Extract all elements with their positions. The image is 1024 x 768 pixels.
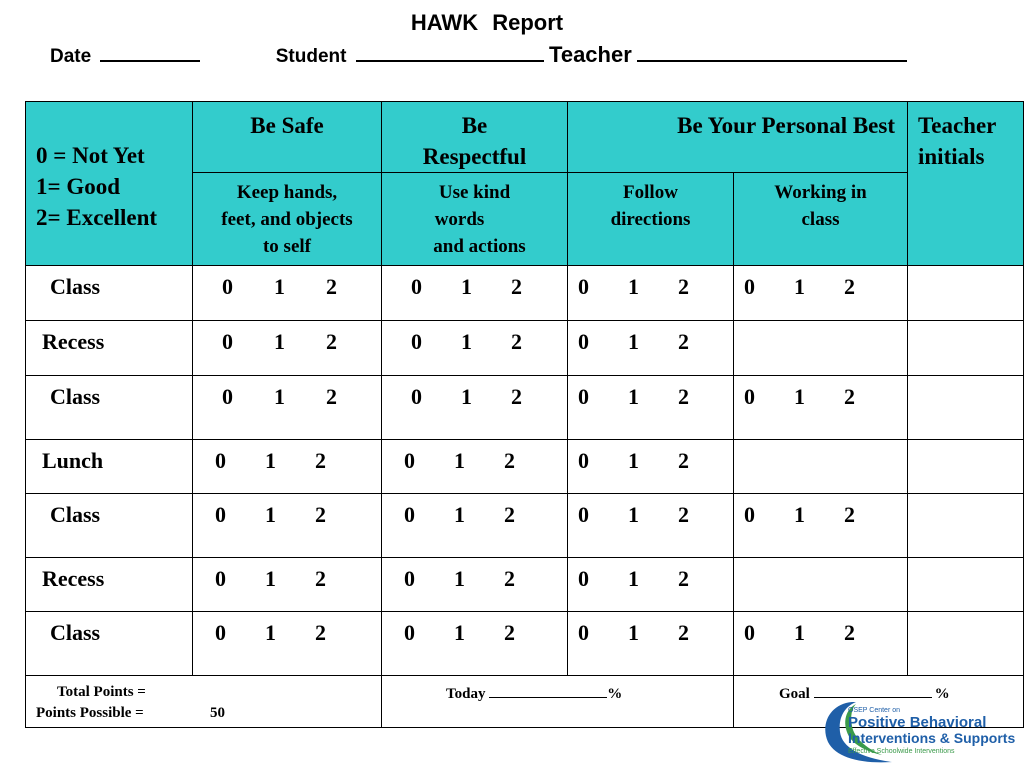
score-0[interactable]: 0 bbox=[744, 502, 755, 527]
score-options[interactable] bbox=[382, 558, 568, 612]
table-row bbox=[26, 376, 1024, 440]
category-teacher-initials bbox=[908, 102, 1024, 266]
score-2[interactable]: 2 bbox=[326, 329, 337, 354]
goal-field[interactable] bbox=[814, 684, 932, 698]
score-2[interactable]: 2 bbox=[844, 384, 855, 409]
score-options[interactable] bbox=[382, 440, 568, 494]
score-options[interactable] bbox=[568, 558, 734, 612]
score-2[interactable]: 2 bbox=[844, 274, 855, 299]
period-label: Class bbox=[26, 266, 193, 321]
table-row bbox=[26, 440, 1024, 494]
score-1[interactable]: 1 bbox=[628, 329, 639, 354]
period-label: Recess bbox=[26, 321, 193, 376]
title-word-report: Report bbox=[492, 10, 564, 35]
period-label: Class bbox=[26, 494, 193, 558]
teacher-initials-cell[interactable] bbox=[908, 266, 1024, 321]
total-points-label: Total Points = bbox=[57, 684, 146, 700]
score-1[interactable]: 1 bbox=[628, 566, 639, 591]
student-field[interactable] bbox=[356, 42, 544, 62]
teacher-initials-cell[interactable] bbox=[908, 494, 1024, 558]
category-be-safe bbox=[193, 102, 382, 173]
pbis-logo-line2: Positive Behavioral bbox=[848, 714, 987, 731]
sub-keep-hands-line3: to self bbox=[262, 236, 311, 257]
score-1[interactable]: 1 bbox=[794, 274, 805, 299]
score-options[interactable] bbox=[568, 612, 734, 676]
score-2[interactable]: 2 bbox=[511, 274, 522, 299]
title-word-hawk: HAWK bbox=[410, 10, 479, 35]
score-1[interactable]: 1 bbox=[628, 384, 639, 409]
sub-kind-words-line1: Use kind bbox=[438, 182, 511, 203]
score-options[interactable] bbox=[382, 266, 568, 321]
score-options[interactable] bbox=[193, 376, 382, 440]
goal-label: Goal bbox=[779, 686, 810, 702]
legend-not-yet: 0 = Not Yet bbox=[36, 143, 145, 168]
score-2[interactable]: 2 bbox=[326, 384, 337, 409]
score-0[interactable]: 0 bbox=[578, 384, 589, 409]
teacher-initials-cell[interactable] bbox=[908, 612, 1024, 676]
score-1[interactable]: 1 bbox=[274, 384, 285, 409]
score-0[interactable]: 0 bbox=[578, 448, 589, 473]
teacher-initials-cell[interactable] bbox=[908, 440, 1024, 494]
score-2[interactable]: 2 bbox=[678, 620, 689, 645]
score-options[interactable] bbox=[568, 321, 734, 376]
score-0[interactable]: 0 bbox=[215, 566, 226, 591]
score-0[interactable]: 0 bbox=[404, 566, 415, 591]
report-title bbox=[0, 10, 974, 36]
score-1[interactable]: 1 bbox=[461, 384, 472, 409]
goal-percent: % bbox=[934, 686, 950, 702]
score-1[interactable]: 1 bbox=[265, 566, 276, 591]
pbis-logo-line1: OSEP Center on bbox=[848, 707, 901, 714]
header-fields bbox=[50, 42, 907, 68]
totals-cell bbox=[26, 676, 382, 728]
score-2[interactable]: 2 bbox=[315, 502, 326, 527]
score-0[interactable]: 0 bbox=[744, 620, 755, 645]
score-1[interactable]: 1 bbox=[454, 620, 465, 645]
student-label: Student bbox=[275, 46, 347, 67]
score-options[interactable] bbox=[382, 321, 568, 376]
today-cell bbox=[382, 676, 734, 728]
teacher-field[interactable] bbox=[637, 42, 907, 62]
score-1[interactable]: 1 bbox=[265, 502, 276, 527]
score-1[interactable]: 1 bbox=[265, 448, 276, 473]
score-2[interactable]: 2 bbox=[678, 384, 689, 409]
empty-cell bbox=[734, 321, 908, 376]
pbis-logo bbox=[822, 700, 1022, 764]
score-2[interactable]: 2 bbox=[504, 566, 515, 591]
empty-cell bbox=[734, 558, 908, 612]
score-2[interactable]: 2 bbox=[326, 274, 337, 299]
score-0[interactable]: 0 bbox=[411, 329, 422, 354]
score-options[interactable] bbox=[568, 266, 734, 321]
score-0[interactable]: 0 bbox=[215, 620, 226, 645]
pbis-logo-line3: Interventions & Supports bbox=[848, 730, 1016, 746]
category-be-respectful bbox=[382, 102, 568, 173]
score-0[interactable]: 0 bbox=[215, 448, 226, 473]
score-2[interactable]: 2 bbox=[511, 384, 522, 409]
sub-follow-directions bbox=[568, 173, 734, 266]
score-1[interactable]: 1 bbox=[454, 566, 465, 591]
points-possible-value: 50 bbox=[210, 705, 225, 721]
period-label: Class bbox=[26, 612, 193, 676]
sub-keep-hands-line1: Keep hands, bbox=[236, 182, 338, 203]
table-row bbox=[26, 612, 1024, 676]
empty-cell bbox=[734, 440, 908, 494]
score-1[interactable]: 1 bbox=[794, 502, 805, 527]
category-personal-best-label: Be Your Personal Best bbox=[677, 113, 895, 138]
score-2[interactable]: 2 bbox=[678, 566, 689, 591]
sub-working-in-class bbox=[734, 173, 908, 266]
score-2[interactable]: 2 bbox=[315, 448, 326, 473]
teacher-initials-line1: Teacher bbox=[918, 113, 997, 138]
score-0[interactable]: 0 bbox=[578, 620, 589, 645]
legend-good: 1= Good bbox=[36, 174, 121, 199]
table-row bbox=[26, 558, 1024, 612]
behavior-grid bbox=[25, 101, 1024, 728]
score-0[interactable]: 0 bbox=[222, 384, 233, 409]
score-options[interactable] bbox=[734, 494, 908, 558]
score-2[interactable]: 2 bbox=[315, 620, 326, 645]
score-0[interactable]: 0 bbox=[411, 274, 422, 299]
pbis-logo-line4: Effective Schoolwide Interventions bbox=[848, 748, 955, 755]
sub-kind-words-line3: and actions bbox=[433, 236, 526, 257]
sub-working-in-class-line2: class bbox=[801, 209, 840, 230]
score-2[interactable]: 2 bbox=[511, 329, 522, 354]
score-1[interactable]: 1 bbox=[454, 448, 465, 473]
teacher-label: Teacher bbox=[549, 42, 632, 67]
score-2[interactable]: 2 bbox=[504, 502, 515, 527]
score-0[interactable]: 0 bbox=[404, 620, 415, 645]
score-0[interactable]: 0 bbox=[404, 502, 415, 527]
score-0[interactable]: 0 bbox=[222, 329, 233, 354]
score-1[interactable]: 1 bbox=[628, 620, 639, 645]
score-1[interactable]: 1 bbox=[454, 502, 465, 527]
score-1[interactable]: 1 bbox=[628, 448, 639, 473]
score-options[interactable] bbox=[193, 321, 382, 376]
score-options[interactable] bbox=[193, 440, 382, 494]
today-label: Today bbox=[446, 686, 486, 702]
today-percent: % bbox=[607, 686, 623, 702]
teacher-initials-cell[interactable] bbox=[908, 321, 1024, 376]
legend-excellent: 2= Excellent bbox=[36, 205, 158, 230]
period-label: Recess bbox=[26, 558, 193, 612]
score-1[interactable]: 1 bbox=[628, 502, 639, 527]
sub-working-in-class-line1: Working in bbox=[774, 182, 867, 203]
sub-kind-words bbox=[382, 173, 568, 266]
category-be-respectful-line2: Respectful bbox=[422, 144, 527, 169]
date-label: Date bbox=[50, 46, 92, 67]
date-field[interactable] bbox=[100, 42, 200, 62]
score-0[interactable]: 0 bbox=[215, 502, 226, 527]
score-options[interactable] bbox=[568, 494, 734, 558]
score-options[interactable] bbox=[382, 376, 568, 440]
score-options[interactable] bbox=[193, 494, 382, 558]
score-2[interactable]: 2 bbox=[678, 274, 689, 299]
score-2[interactable]: 2 bbox=[504, 448, 515, 473]
score-0[interactable]: 0 bbox=[411, 384, 422, 409]
table-row bbox=[26, 321, 1024, 376]
score-1[interactable]: 1 bbox=[461, 329, 472, 354]
score-options[interactable] bbox=[734, 612, 908, 676]
score-options[interactable] bbox=[568, 376, 734, 440]
sub-keep-hands-line2: feet, and objects bbox=[221, 209, 353, 230]
score-options[interactable] bbox=[734, 376, 908, 440]
score-options[interactable] bbox=[568, 440, 734, 494]
score-options[interactable] bbox=[382, 612, 568, 676]
category-personal-best bbox=[568, 102, 908, 173]
score-2[interactable]: 2 bbox=[315, 566, 326, 591]
score-options[interactable] bbox=[193, 612, 382, 676]
score-options[interactable] bbox=[382, 494, 568, 558]
score-0[interactable]: 0 bbox=[578, 329, 589, 354]
score-1[interactable]: 1 bbox=[274, 274, 285, 299]
teacher-initials-cell[interactable] bbox=[908, 376, 1024, 440]
teacher-initials-line2: initials bbox=[918, 144, 985, 169]
category-be-safe-label: Be Safe bbox=[250, 113, 324, 138]
score-2[interactable]: 2 bbox=[504, 620, 515, 645]
score-1[interactable]: 1 bbox=[794, 620, 805, 645]
score-0[interactable]: 0 bbox=[404, 448, 415, 473]
score-options[interactable] bbox=[734, 266, 908, 321]
score-0[interactable]: 0 bbox=[744, 384, 755, 409]
score-0[interactable]: 0 bbox=[578, 274, 589, 299]
sub-follow-directions-line2: directions bbox=[610, 209, 691, 230]
score-1[interactable]: 1 bbox=[794, 384, 805, 409]
table-row bbox=[26, 266, 1024, 321]
score-0[interactable]: 0 bbox=[578, 502, 589, 527]
today-field[interactable] bbox=[489, 684, 607, 698]
sub-follow-directions-line1: Follow bbox=[623, 182, 678, 203]
score-0[interactable]: 0 bbox=[222, 274, 233, 299]
score-2[interactable]: 2 bbox=[844, 620, 855, 645]
sub-kind-words-line2: words bbox=[434, 209, 485, 230]
period-rows bbox=[26, 266, 1024, 676]
period-label: Class bbox=[26, 376, 193, 440]
category-be-respectful-line1: Be bbox=[461, 113, 488, 138]
score-options[interactable] bbox=[193, 558, 382, 612]
score-0[interactable]: 0 bbox=[744, 274, 755, 299]
period-label: Lunch bbox=[26, 440, 193, 494]
score-1[interactable]: 1 bbox=[274, 329, 285, 354]
score-options[interactable] bbox=[193, 266, 382, 321]
score-2[interactable]: 2 bbox=[678, 502, 689, 527]
table-row bbox=[26, 494, 1024, 558]
score-2[interactable]: 2 bbox=[678, 448, 689, 473]
score-2[interactable]: 2 bbox=[844, 502, 855, 527]
score-1[interactable]: 1 bbox=[265, 620, 276, 645]
score-1[interactable]: 1 bbox=[461, 274, 472, 299]
scoring-legend bbox=[26, 102, 193, 266]
score-0[interactable]: 0 bbox=[578, 566, 589, 591]
score-1[interactable]: 1 bbox=[628, 274, 639, 299]
sub-keep-hands bbox=[193, 173, 382, 266]
points-possible-label: Points Possible = bbox=[36, 705, 144, 721]
score-2[interactable]: 2 bbox=[678, 329, 689, 354]
teacher-initials-cell[interactable] bbox=[908, 558, 1024, 612]
